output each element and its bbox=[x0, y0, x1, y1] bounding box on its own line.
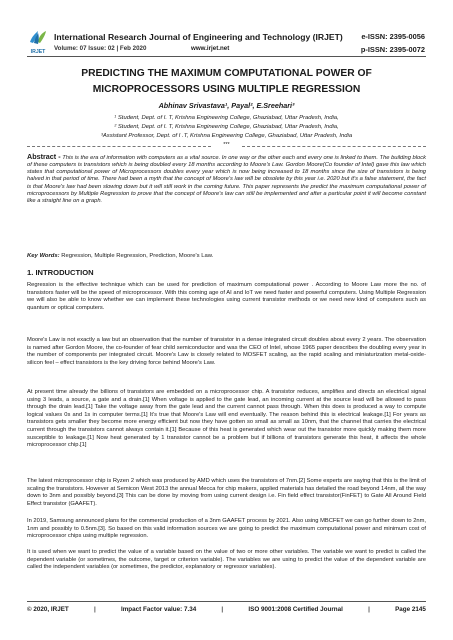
footer-impact-factor: Impact Factor value: 7.34 bbox=[120, 606, 197, 613]
paragraph-5: In 2019, Samsung announced plans for the commercial production of a 3nm GAAFET process by 2021. Also using MBCFET we can go further down to 2nm, 1nm and possibly to 0.5nm.[3]. So based on this valid information sources we are going to predict the maximum computational power and minimum cost of microprocessor chips using multiple regression. bbox=[27, 518, 426, 540]
paragraph-6: It is used when we want to predict the value of a variable based on the value of two or more other variables. The variable we want to predict is called the dependent variable (or sometimes, the outcome, target or criterion variable). The variables we are using to predict the value of the dependent variable are called the independent variables (or sometimes, the predictor, explanatory or regressor variables). bbox=[27, 549, 426, 571]
divider-stars: *** bbox=[223, 142, 230, 148]
footer-page-number: Page 2145 bbox=[395, 606, 426, 613]
paragraph-3: At present time already the billions of transistors are embedded on a microprocessor chip. A transistor reduces, amplifies and directs an electrical signal using 3 leads, a source, a gate and a drain.[1] When voltage is applied to the gate lead, an incoming current at the source lead will be allowed to pass through the drain lead.[1] Take the voltage away from the gate lead and the current cannot pass through. When this does is produced a way to compute logical values 0s and 1s in computer terms.[1] It's true that Moore's Law will end eventually. The reason behind this is electrical leakage.[1] For years as transistors gets smaller they become more energy efficient but now they have gotten so small as small as 10nm, that the channel that carries the electrical current through the transistors cannot always contain it.[1] Because of this heat is generated which wear out the transistor more quickly making them more susceptible to leakage.[1] Now heat generated by 1 transistor cannot be a problem but if billions of transistors generate this heat, it affects the whole microprocessor chip.[1] bbox=[27, 389, 426, 449]
footer-separator: | bbox=[93, 606, 96, 613]
footer-separator: | bbox=[221, 606, 224, 613]
section-divider bbox=[27, 143, 426, 149]
footer-rule bbox=[27, 601, 426, 602]
journal-name: International Research Journal of Engineering and Technology (IRJET) bbox=[54, 32, 343, 42]
irjet-logo bbox=[27, 30, 49, 56]
volume-issue: Volume: 07 Issue: 02 | Feb 2020 bbox=[54, 45, 147, 52]
logo-text: IRJET bbox=[30, 49, 46, 55]
keywords bbox=[27, 253, 426, 259]
affiliation-1: ¹ Student, Dept. of I. T, Krishna Engineering College, Ghaziabad, Uttar Pradesh, India, bbox=[114, 115, 339, 121]
paragraph-2: Moore's Law is not exactly a law but an observation that the number of transistor in a dense integrated circuit doubles about every 2 years. The observation is named after Gordon Moore, the co-founder of fear child semiconductor and was the CEO of Intel, whose 1965 paper describes the doubling every year in the number of components per integrated circuit. Moore's Law is closely related to MOSFET scaling, as the rapid scaling and miniaturization metal-oxide-silicon feel – effect transistors is the key driving force behind Moore's Law. bbox=[27, 337, 426, 366]
paper-title: PREDICTING THE MAXIMUM COMPUTATIONAL POWER OF MICROPROCESSORS USING MULTIPLE REGRESSION bbox=[81, 68, 372, 95]
paragraph-1: Regression is the effective technique which can be used for prediction of maximum computational power . According to Moore Law more the no. of transistors faster will be the speed of microprocessor. With this coming age of AI and IoT we need faster and powerful computers. Using Multiple Regression we will also be able to know whether we can implement these technologies using current transistor methods or we need new kind of computers such as quantum or optical computers. bbox=[27, 282, 426, 311]
p-issn: p-ISSN: 2395-0072 bbox=[360, 45, 425, 54]
affiliations bbox=[30, 114, 423, 140]
abstract-label: Abstract - bbox=[27, 152, 61, 161]
affiliation-2: ² Student, Dept. of I. T, Krishna Engineering College, Ghaziabad, Uttar Pradesh, India, bbox=[114, 123, 339, 130]
abstract-text: This is the era of information with computers as a vital source. In one way or the other each and every one is linked to them. The building block of these computers is transistors which is being doubled every 18 months according to Moore's Law. Gordon Moore(Co founder of Intel) gave this law which states that computational power of Microprocessors doubles every year which is now being increased to 18 months since the size of transistors is being halved in that period of time. There had been a myth that the concept of Moore's law will be obsolete by this year i.e. 2020 but it's a false statement, the fact is that Moore's law had been slowing down but it will still work in the coming future. This paper represents the predict the maximum computational power of microprocessors by Multiple Regression to prove that the concept of Moore's law can still be implemented and after a particular point it will become constant like a straight line on a graph. bbox=[27, 155, 426, 204]
keywords-label: Key Words: bbox=[27, 253, 60, 259]
footer-iso: ISO 9001:2008 Certified Journal bbox=[248, 606, 343, 613]
journal-website[interactable]: www.irjet.net bbox=[191, 45, 230, 52]
keywords-text: Regression, Multiple Regression, Prediction, Moore's Law. bbox=[61, 253, 214, 259]
header-rule bbox=[27, 56, 426, 57]
e-issn: e-ISSN: 2395-0056 bbox=[361, 32, 425, 41]
paragraph-4: The latest microprocessor chip is Ryzen 2 which was produced by AMD which uses the transistors of 7nm.[2] Some experts are saying that this is the limit of scaling the transistors. However at Semicon West 2013 the annual Mecca for chip makers, applied materials has detailed the road beyond 14nm, all the way down to 3nm and possibly beyond.[3] This can be done by moving from using current design i.e. Fin field effect transistor(FinFET) to Gate All Around Field Effect transistor (GAAFET). bbox=[27, 478, 426, 507]
authors: Abhinav Srivastava¹, Payal², E.Sreehari³ bbox=[158, 101, 295, 110]
footer-separator: | bbox=[368, 606, 370, 613]
affiliation-3: ³Assistant Professor, Dept. of I .T, Krishna Engineering College, Ghaziabad, Uttar Pradesh, India bbox=[100, 132, 353, 139]
footer-copyright: © 2020, IRJET bbox=[27, 606, 69, 613]
page-footer bbox=[27, 606, 426, 613]
section-heading: 1. INTRODUCTION bbox=[27, 268, 94, 277]
abstract bbox=[27, 153, 426, 205]
